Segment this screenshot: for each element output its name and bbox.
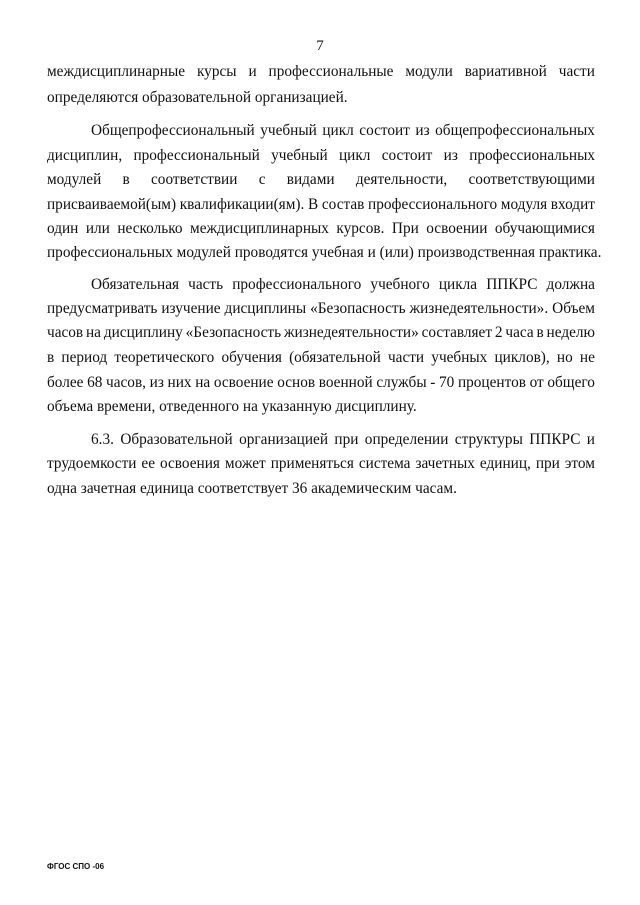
word: междисциплинарных <box>190 220 329 237</box>
word: из <box>415 122 430 139</box>
word: система <box>358 455 411 472</box>
word: организацией <box>239 431 329 448</box>
word: соответствии <box>151 171 238 188</box>
word: военной <box>318 374 373 391</box>
text-line <box>47 62 595 82</box>
word: при <box>334 431 359 448</box>
word: Общепрофессиональный <box>91 122 255 139</box>
word: Обязательная <box>91 276 180 293</box>
word: составляет <box>421 324 493 341</box>
word: обучения <box>221 349 282 366</box>
word: более <box>47 374 84 391</box>
word: курсы <box>196 63 237 80</box>
word: Образовательной <box>120 431 233 448</box>
text-line <box>47 170 595 190</box>
word: состоит <box>359 122 410 139</box>
word: освоении <box>426 220 488 237</box>
word: освоение <box>213 374 274 391</box>
word: от <box>529 374 544 391</box>
word: часть <box>188 276 224 293</box>
word: профессионального <box>368 196 498 213</box>
word: не <box>579 349 595 366</box>
word: часа <box>505 324 534 341</box>
word: модуля <box>500 196 548 213</box>
word: учебных <box>431 349 488 366</box>
word: части <box>558 63 595 80</box>
page-number: 7 <box>316 38 324 54</box>
word: циклов), <box>494 349 550 366</box>
word: из <box>443 147 458 164</box>
word: на <box>86 324 101 341</box>
word: профессионального <box>232 276 362 293</box>
word: часов, <box>106 374 146 391</box>
word: дисциплины <box>224 300 307 317</box>
word: обучающимися <box>494 220 595 237</box>
word: основ <box>277 374 316 391</box>
text-line: определяются образовательной организацией. <box>47 89 348 106</box>
word: этом <box>564 455 595 472</box>
word: 70 <box>439 374 455 391</box>
word: один <box>47 220 79 237</box>
word: учебный <box>271 147 328 164</box>
text-line <box>47 373 595 393</box>
word: модули <box>405 63 453 80</box>
word: теоретического <box>114 349 215 366</box>
word: деятельности, <box>355 171 448 188</box>
text-line: объема времени, отведенного на указанную дисциплину. <box>47 398 417 415</box>
word: цикл <box>322 122 354 139</box>
word: учебный <box>260 122 317 139</box>
word: период <box>61 349 108 366</box>
word: части <box>387 349 425 366</box>
word: присваиваемой(ым) <box>47 196 177 213</box>
word: процентов <box>457 374 526 391</box>
word: применяться <box>270 455 354 472</box>
word: зачетных <box>415 455 475 472</box>
text-line <box>91 275 595 295</box>
text-line <box>47 323 595 343</box>
word: службы <box>376 374 427 391</box>
text-line <box>47 146 595 166</box>
text-line <box>47 454 595 474</box>
word: ее <box>141 455 155 472</box>
word: 6.3. <box>91 431 114 448</box>
word: трудоемкости <box>47 455 137 472</box>
word: входит <box>550 196 595 213</box>
word: профессиональных <box>469 147 595 164</box>
word: цикл <box>338 147 371 164</box>
word: профессиональный <box>133 147 260 164</box>
word: общего <box>547 374 595 391</box>
word: вариативной <box>464 63 547 80</box>
text-line: одна зачетная единица соответствует 36 академическим часам. <box>47 480 457 497</box>
word: определении <box>364 431 449 448</box>
text-line: профессиональных модулей проводятся учебная и (или) производственная практика. <box>47 244 602 261</box>
word: в <box>122 171 130 188</box>
word: на <box>195 374 211 391</box>
word: состав <box>321 196 365 213</box>
word: общепрофессиональных <box>435 122 595 139</box>
word: соответствующими <box>468 171 595 188</box>
text-line <box>47 348 595 368</box>
footer-label: ФГОС СПО -06 <box>47 862 105 871</box>
word: неделю <box>546 324 595 341</box>
text-line <box>91 430 595 450</box>
word: ППКРС <box>486 276 538 293</box>
word: «Безопасность <box>310 300 406 317</box>
word: может <box>224 455 266 472</box>
word: и <box>586 431 595 448</box>
word: в <box>47 349 55 366</box>
text-line <box>47 219 595 239</box>
text-line <box>47 299 595 319</box>
word: должна <box>546 276 595 293</box>
word: них <box>167 374 192 391</box>
word: модулей <box>47 171 102 188</box>
word: изучение <box>161 300 221 317</box>
word: часов <box>47 324 84 341</box>
word: В <box>308 196 319 213</box>
word: в <box>536 324 544 341</box>
text-line <box>91 121 595 141</box>
word: или <box>85 220 110 237</box>
word: дисциплин, <box>47 147 123 164</box>
word: жизнедеятельности». <box>409 300 549 317</box>
word: Объем <box>552 300 595 317</box>
word: жизнедеятельности» <box>283 324 419 341</box>
word: - <box>430 374 436 391</box>
word: курсов. <box>336 220 385 237</box>
word: несколько <box>117 220 183 237</box>
word: и <box>248 63 257 80</box>
word: «Безопасность <box>185 324 282 341</box>
word: но <box>556 349 573 366</box>
word: состоит <box>381 147 433 164</box>
word: структуры <box>454 431 523 448</box>
word: междисциплинарные <box>47 63 186 80</box>
word: При <box>391 220 419 237</box>
word: при <box>535 455 560 472</box>
word: 2 <box>494 324 503 341</box>
word: цикла <box>438 276 478 293</box>
word: ППКРС <box>529 431 581 448</box>
word: с <box>258 171 266 188</box>
word: учебного <box>370 276 430 293</box>
word: 68 <box>87 374 103 391</box>
word: (обязательной <box>289 349 381 366</box>
word: дисциплину <box>103 324 183 341</box>
word: единиц, <box>479 455 531 472</box>
word: освоения <box>159 455 220 472</box>
word: квалификации(ям). <box>179 196 305 213</box>
text-line <box>47 195 595 215</box>
word: профессиональные <box>268 63 394 80</box>
word: из <box>149 374 164 391</box>
word: видами <box>286 171 335 188</box>
word: предусматривать <box>47 300 158 317</box>
